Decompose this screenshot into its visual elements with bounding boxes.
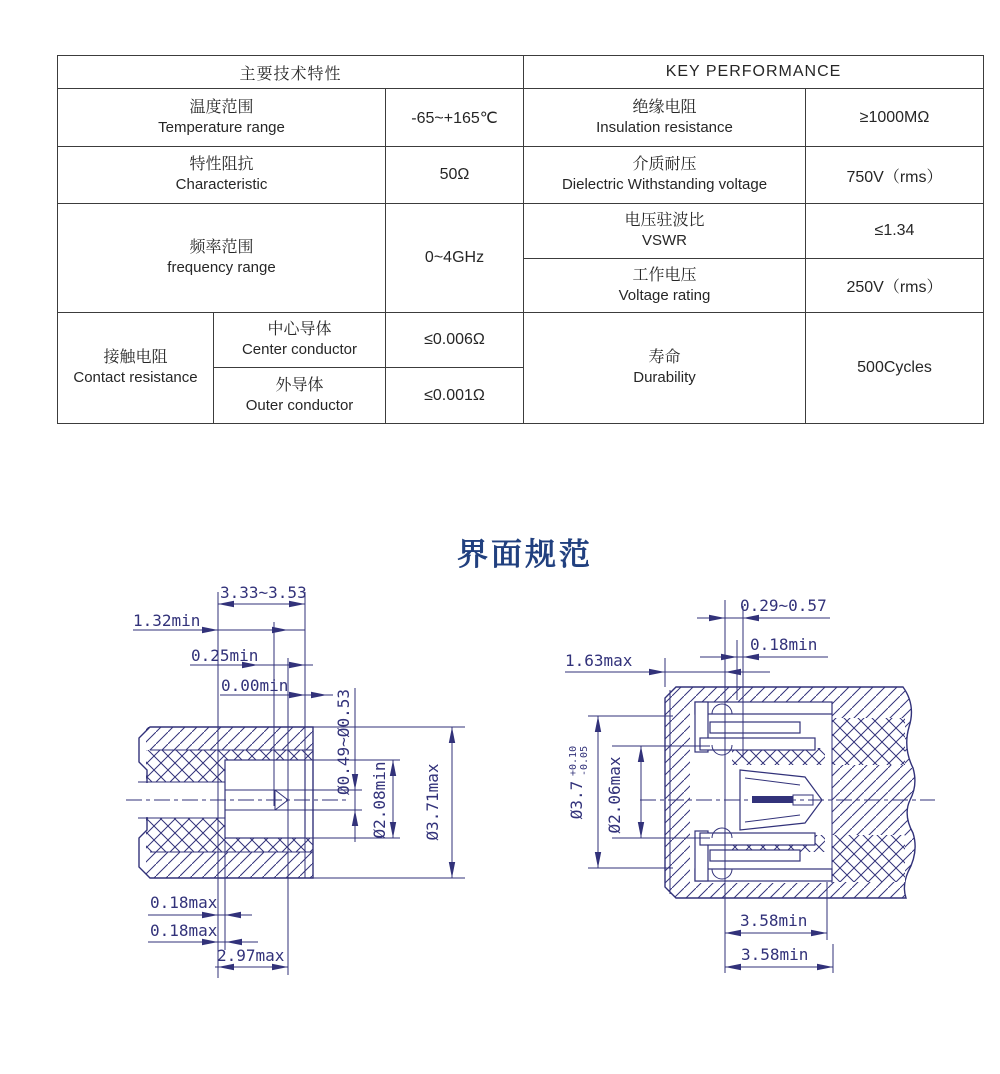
- cell-durability-value: [806, 313, 984, 424]
- cell-vswr-value: [806, 204, 984, 259]
- header-right-label: KEY PERFORMANCE: [665, 63, 842, 80]
- dielectric-zh: 介质耐压: [632, 156, 697, 174]
- cell-impedance-value: [386, 147, 524, 204]
- right-dim4-tol-plus: +0.10: [568, 745, 579, 776]
- voltage-value: 250V（rms）: [846, 279, 943, 296]
- temperature-value: -65~+165℃: [411, 109, 498, 127]
- impedance-zh: 特性阻抗: [189, 156, 254, 174]
- right-dim4-label: Ø3.7: [567, 780, 586, 820]
- spec-table: [57, 55, 984, 424]
- contact-resistance-zh: 接触电阻: [103, 349, 168, 367]
- impedance-en: Characteristic: [175, 176, 268, 194]
- vswr-zh: 电压驻波比: [624, 212, 705, 230]
- outer-conductor-en: Outer conductor: [245, 396, 354, 414]
- voltage-zh: 工作电压: [632, 266, 697, 284]
- cell-insulation-value: [806, 89, 984, 147]
- cell-dielectric-value: [806, 147, 984, 204]
- left-dim5-label: Ø0.49~Ø0.53: [334, 689, 353, 795]
- cell-voltage-rating: [524, 259, 806, 313]
- right-dim5-label: Ø2.06max: [605, 756, 624, 834]
- insulation-zh: 绝缘电阻: [632, 98, 697, 116]
- cell-outer-conductor-value: [386, 368, 524, 424]
- frequency-value: 0~4GHz: [424, 249, 485, 266]
- insulation-value: ≥1000MΩ: [859, 108, 930, 126]
- left-dim8-label: 0.18max: [150, 893, 218, 912]
- outer-conductor-value: ≤0.001Ω: [424, 386, 485, 404]
- frequency-en: frequency range: [167, 259, 276, 277]
- right-dim4-label-group: [567, 746, 590, 819]
- temperature-en: Temperature range: [158, 118, 285, 136]
- left-dim6-label: Ø2.08min: [370, 761, 389, 839]
- right-dim3-label: 1.63max: [565, 651, 633, 670]
- cell-voltage-value: [806, 259, 984, 313]
- insulation-en: Insulation resistance: [596, 118, 733, 136]
- interface-drawings: [0, 570, 1000, 1074]
- left-dim1-label: 3.33~3.53: [220, 583, 307, 602]
- cell-contact-resistance: [58, 313, 214, 424]
- center-conductor-value: ≤0.006Ω: [424, 331, 485, 348]
- dielectric-value: 750V（rms）: [846, 168, 943, 186]
- vswr-en: VSWR: [642, 232, 687, 250]
- frequency-zh: 频率范围: [189, 239, 254, 257]
- left-dim2-label: 1.32min: [133, 611, 201, 630]
- cell-center-conductor: [214, 313, 386, 368]
- header-left-label: 主要技术特性: [239, 65, 342, 83]
- voltage-en: Voltage rating: [618, 286, 711, 304]
- cell-characteristic-impedance: [58, 147, 386, 204]
- right-dim7-label: 3.58min: [741, 945, 809, 964]
- outer-conductor-zh: 外导体: [275, 376, 324, 394]
- left-dim7-label: Ø3.71max: [423, 763, 442, 841]
- right-dim1-label: 0.29~0.57: [740, 596, 827, 615]
- left-dim4-label: 0.00min: [221, 676, 289, 695]
- cell-frequency-value: [386, 204, 524, 313]
- cell-vswr: [524, 204, 806, 259]
- cell-temperature-range: [58, 89, 386, 147]
- left-dim10-label: 2.97max: [217, 946, 285, 965]
- temperature-zh: 温度范围: [189, 98, 254, 116]
- left-dim3-label: 0.25min: [191, 646, 259, 665]
- durability-en: Durability: [633, 369, 696, 387]
- cell-outer-conductor: [214, 368, 386, 424]
- right-dim6-label: 3.58min: [740, 911, 808, 930]
- cell-insulation-resistance: [524, 89, 806, 147]
- section-title: 界面规范: [457, 537, 593, 572]
- cell-durability: [524, 313, 806, 424]
- center-conductor-en: Center conductor: [241, 341, 358, 359]
- table-header-left: [58, 56, 524, 89]
- cell-center-conductor-value: [386, 313, 524, 368]
- left-counterbore: [225, 760, 305, 838]
- durability-zh: 寿命: [648, 349, 681, 367]
- table-header-right: [524, 56, 984, 89]
- durability-value: 500Cycles: [857, 359, 932, 376]
- right-dim2-label: 0.18min: [750, 635, 818, 654]
- right-connector-drawing: [565, 596, 935, 973]
- cell-temperature-value: [386, 89, 524, 147]
- dielectric-en: Dielectric Withstanding voltage: [561, 176, 768, 194]
- center-conductor-zh: 中心导体: [267, 321, 332, 339]
- impedance-value: 50Ω: [439, 166, 470, 183]
- left-dim9-label: 0.18max: [150, 921, 218, 940]
- vswr-value: ≤1.34: [874, 222, 915, 239]
- cell-dielectric: [524, 147, 806, 204]
- left-connector-drawing: [126, 583, 465, 978]
- right-dim4-tol-minus: -0.05: [579, 745, 590, 776]
- contact-resistance-en: Contact resistance: [73, 369, 198, 387]
- cell-frequency-range: [58, 204, 386, 313]
